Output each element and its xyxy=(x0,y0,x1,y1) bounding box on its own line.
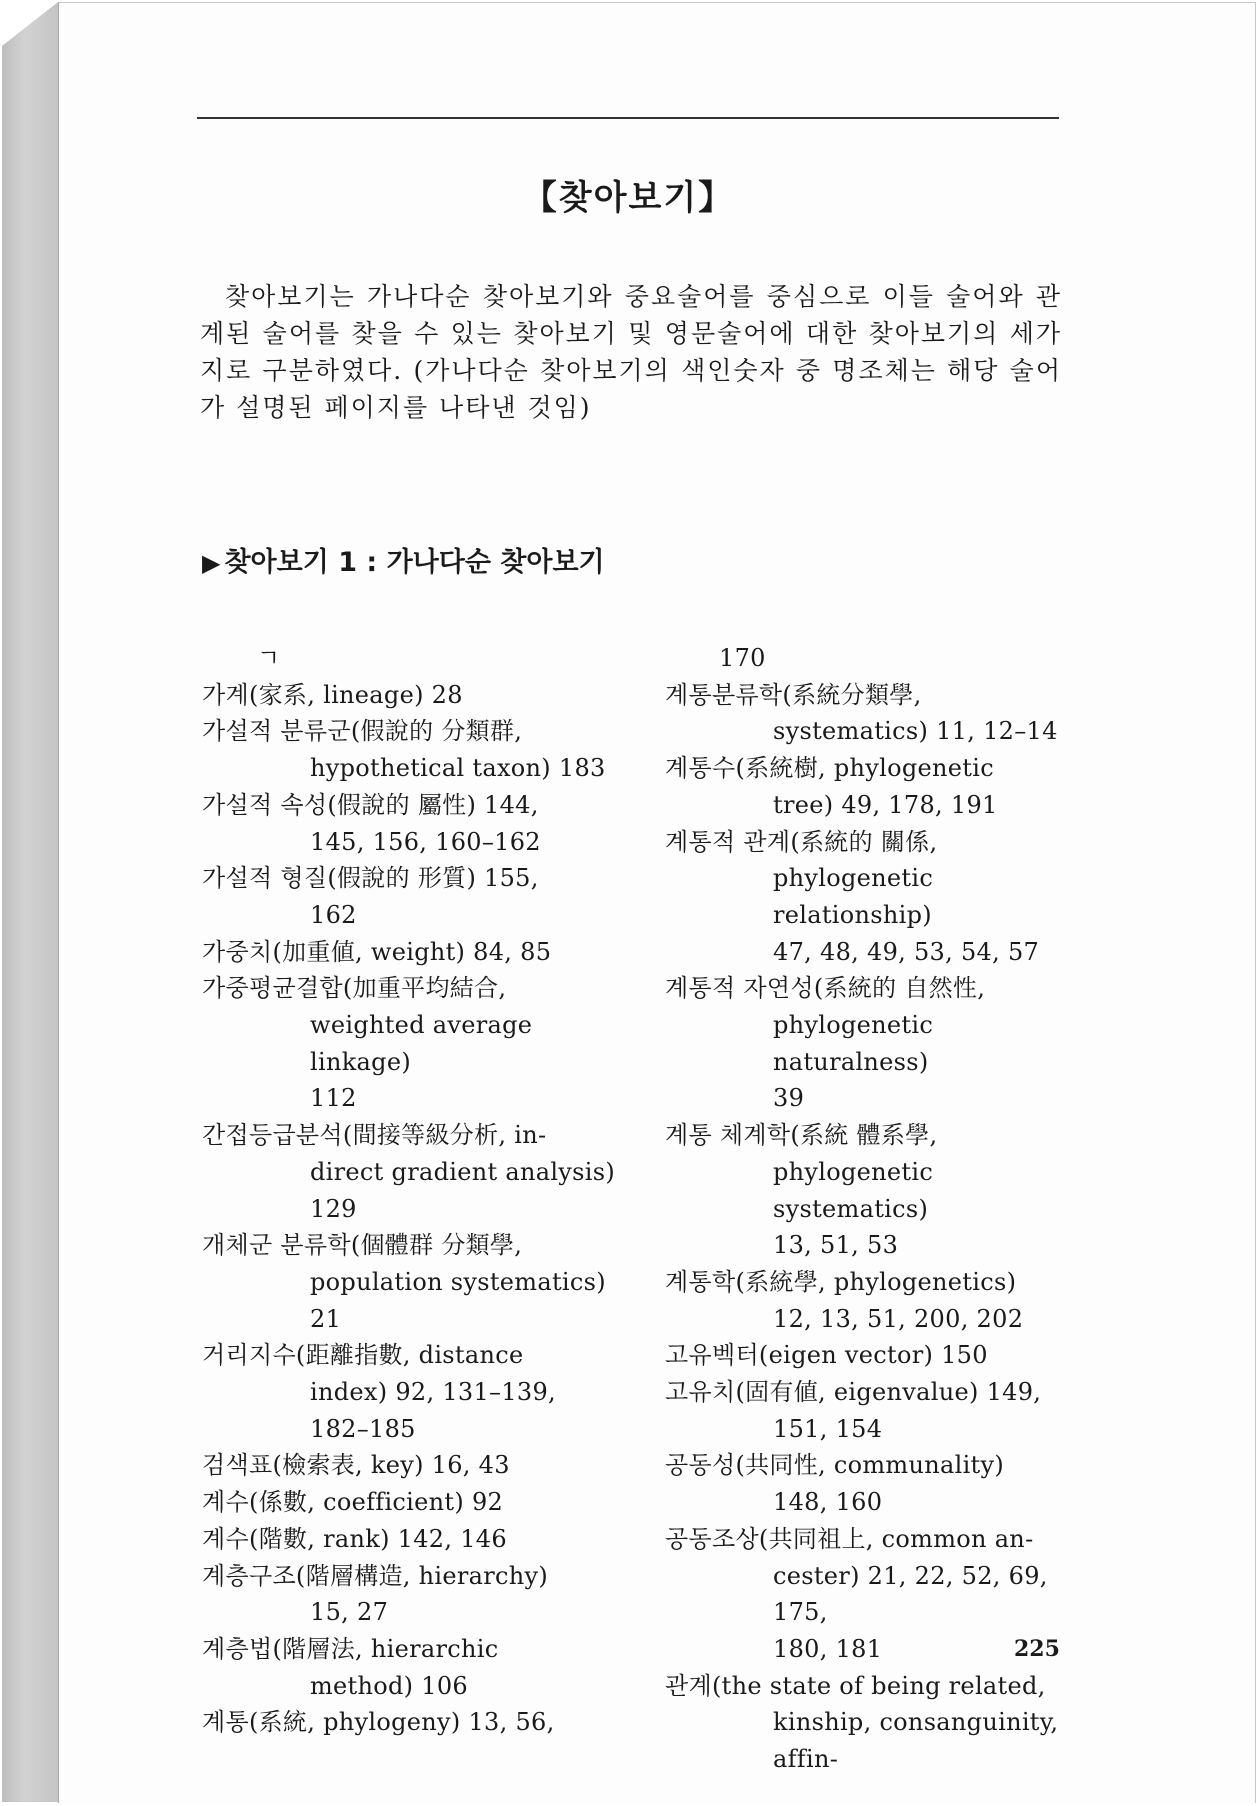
index-column-right xyxy=(665,640,1085,1778)
index-entry-term: 계통학(系統學, phylogenetics) xyxy=(665,1267,1017,1296)
index-entry xyxy=(202,1337,622,1447)
triangle-marker-icon: ▶ xyxy=(202,549,221,577)
index-entry xyxy=(202,1521,622,1558)
index-entry xyxy=(202,713,622,786)
section-heading xyxy=(202,540,605,579)
index-entry-continuation: index) 92, 131–139, 182–185 xyxy=(310,1378,556,1443)
index-entry-continuation: 145, 156, 160–162 xyxy=(310,827,541,856)
book-edge xyxy=(2,2,59,1802)
index-entry-term: 가설적 속성(假說的 屬性) 144, xyxy=(202,790,539,819)
index-entry-term: 계층구조(階層構造, hierarchy) xyxy=(202,1561,549,1590)
index-entry xyxy=(665,1117,1085,1264)
index-entry-term: 간접등급분석(間接等級分析, in- xyxy=(202,1121,547,1150)
index-entry xyxy=(202,677,622,714)
intro-paragraph: 찾아보기는 가나다순 찾아보기와 중요술어를 중심으로 이들 술어와 관계된 술어를 찾을 수 있는 찾아보기 및 영문술어에 대한 찾아보기의 세가지로 구분하였다. (가나다순 찾아보기의 색인숫자 중 명조체는 해당 술어가 설명된 페이지를 나타낸 것임) xyxy=(200,282,1062,422)
index-entry-term: 고유치(固有値, eigenvalue) 149, xyxy=(665,1378,1042,1407)
index-entry-continuation: hypothetical taxon) 183 xyxy=(310,754,606,783)
index-entry-term: 계통적 관계(系統的 關係, xyxy=(665,827,938,856)
index-entry-continuation: phylogenetic systematics) xyxy=(773,1157,934,1223)
index-entry-continuation: 39 xyxy=(773,1084,805,1113)
index-entry xyxy=(202,934,622,971)
index-entry-continuation: 148, 160 xyxy=(773,1488,883,1517)
index-entry xyxy=(665,1447,1085,1520)
index-entry xyxy=(202,970,622,1117)
index-entry xyxy=(202,1631,622,1704)
index-entry-continuation: 162 xyxy=(310,900,357,929)
index-entry-term: 검색표(檢索表, key) 16, 43 xyxy=(202,1451,510,1480)
index-entry-term: 계통분류학(系統分類學, xyxy=(665,680,922,709)
index-entry-term: 계통 체계학(系統 體系學, xyxy=(665,1121,938,1150)
index-entry-term: 거리지수(距離指數, distance xyxy=(202,1341,524,1370)
index-entry-term: 가중치(加重値, weight) 84, 85 xyxy=(202,937,552,966)
index-entry-continuation: phylogenetic naturalness) xyxy=(773,1011,934,1076)
index-entry xyxy=(202,1447,622,1484)
index-entry-term: 고유벡터(eigen vector) 150 xyxy=(665,1341,988,1370)
index-entry-continuation: cester) 21, 22, 52, 69, 175, xyxy=(773,1561,1048,1627)
index-entry-term: 가계(家系, lineage) 28 xyxy=(202,680,463,709)
index-column-left xyxy=(202,640,622,1741)
index-entry-term: 계수(階數, rank) 142, 146 xyxy=(202,1524,507,1553)
index-entry xyxy=(665,970,1085,1117)
page-number: 225 xyxy=(1014,1636,1060,1662)
top-rule xyxy=(197,117,1059,119)
index-entry xyxy=(665,677,1085,750)
index-entry-term: 가설적 분류군(假說的 分類群, xyxy=(202,717,523,746)
jamo-header: ㄱ xyxy=(257,644,281,672)
index-entry xyxy=(202,1227,622,1337)
index-entry-continuation: 112 xyxy=(310,1084,357,1113)
continued-page-ref: 170 xyxy=(719,644,766,672)
index-entry-term: 계통적 자연성(系統的 自然性, xyxy=(665,974,986,1003)
index-entry xyxy=(202,860,622,933)
index-entry xyxy=(665,1264,1085,1337)
index-entry-continuation: 151, 154 xyxy=(773,1414,883,1443)
index-entry-term: 공동조상(共同祖上, common an- xyxy=(665,1524,1034,1553)
index-entry-term: 계통수(系統樹, phylogenetic xyxy=(665,754,994,783)
index-entry xyxy=(665,824,1085,971)
index-entry-continuation: tree) 49, 178, 191 xyxy=(773,790,998,819)
index-entry xyxy=(665,750,1085,823)
index-entry xyxy=(202,1484,622,1521)
index-entry-continuation: systematics) 11, 12–14 xyxy=(773,717,1058,746)
index-entry-continuation: population systematics) 21 xyxy=(310,1267,606,1333)
index-entry xyxy=(202,787,622,860)
index-entry xyxy=(665,1337,1085,1374)
index-entry-continuation: 15, 27 xyxy=(310,1598,389,1627)
index-list-right xyxy=(665,677,1085,1778)
index-entry-continuation: 13, 51, 53 xyxy=(773,1231,899,1260)
index-entry-continuation: 12, 13, 51, 200, 202 xyxy=(773,1304,1024,1333)
index-entry xyxy=(665,1374,1085,1447)
index-entry-continuation: 47, 48, 49, 53, 54, 57 xyxy=(773,937,1040,966)
index-entry-term: 개체군 분류학(個體群 分類學, xyxy=(202,1231,523,1260)
index-entry-term: 공동성(共同性, communality) xyxy=(665,1451,1005,1480)
index-entry xyxy=(202,1558,622,1631)
index-entry-term: 가설적 형질(假說的 形質) 155, xyxy=(202,864,539,893)
index-entry-term: 가중평균결합(加重平均結合, xyxy=(202,974,507,1003)
index-list-left xyxy=(202,677,622,1741)
index-entry xyxy=(665,1668,1085,1778)
index-entry-continuation: 180, 181 xyxy=(773,1634,883,1663)
index-entry xyxy=(202,1117,622,1227)
section-heading-text: 찾아보기 1 : 가나다순 찾아보기 xyxy=(224,547,605,578)
index-entry-continuation: kinship, consanguinity, affin- xyxy=(773,1708,1059,1774)
index-entry-continuation: method) 106 xyxy=(310,1671,468,1700)
index-entry-term: 계수(係數, coefficient) 92 xyxy=(202,1488,504,1517)
page-title: 【찾아보기】 xyxy=(522,178,735,218)
index-entry-term: 관계(the state of being related, xyxy=(665,1671,1046,1700)
index-entry-term: 계통(系統, phylogeny) 13, 56, xyxy=(202,1708,555,1737)
index-entry-term: 계층법(階層法, hierarchic xyxy=(202,1634,499,1663)
index-entry-continuation: direct gradient analysis) 129 xyxy=(310,1157,616,1223)
index-entry xyxy=(202,1704,622,1741)
index-entry-continuation: phylogenetic relationship) xyxy=(773,864,934,929)
index-entry-continuation: weighted average linkage) xyxy=(310,1011,533,1076)
